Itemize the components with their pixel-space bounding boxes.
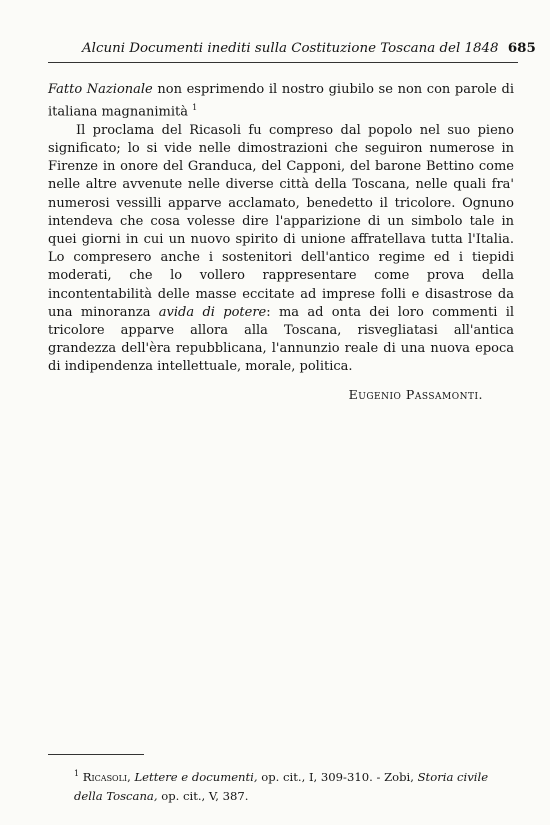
paragraph-2-end: : ma ad onta dei loro commenti il tricolore apparve allora alla Toscana, risvegliatasi all'antica grandezza dell'èra repubblicana, l'annunzio reale di una nuova epoca di indipendenza intellettuale, morale, politica.: [48, 304, 515, 375]
body-text: [48, 81, 514, 377]
footnote-work-2: Storia civile della Toscana,: [74, 769, 489, 803]
footnote-work: Lettere e documenti,: [134, 769, 258, 784]
running-title: Alcuni Documenti inediti sulla Costituzione Toscana del 1848: [82, 41, 499, 56]
footnote-rule: [48, 754, 144, 755]
header-rule: [48, 62, 518, 63]
footnote-reference-2: op. cit., V, 387.: [161, 788, 249, 803]
footnote-reference: 1: [192, 103, 198, 113]
author-signature: Eugenio Passamonti.: [348, 387, 483, 402]
paragraph-2: [48, 122, 514, 377]
footnote-reference-1: op. cit., I, 309-310. - Zobi,: [261, 769, 414, 784]
footnote-mark: 1: [74, 769, 80, 778]
footnote-line: [48, 764, 516, 806]
page-number: 685: [507, 40, 536, 56]
running-header: [82, 40, 536, 56]
paragraph-1: [48, 81, 514, 122]
italic-phrase-2: avida di potere: [158, 304, 267, 320]
paragraph-1-text: non esprimendo il nostro giubilo se non con parole di italiana magnanimità: [48, 82, 515, 120]
italic-phrase: Fatto Nazionale: [48, 82, 153, 97]
footnote-author: Ricasoli,: [82, 769, 131, 784]
paragraph-2-text: Il proclama del Ricasoli fu compreso dal popolo nel suo pieno significato; lo si vide nelle dimostrazioni che seguiron numerose in Firenze in onore del Granduca, del Capponi, del barone Bettino come nelle altre avvenute nelle diverse città della Toscana, nelle quali fra' numerosi vessilli apparve acclamato, benedetto il tricolore. Ognuno intendeva che cosa volesse dire l'apparizione di un simbolo tale in quei giorni in cui un nuovo spirito di unione affratellava tutta l'Italia. Lo compresero anche i sostenitori dell'antico regime ed i tiepidi moderati, che lo vollero rappresentare come prova della incontentabilità delle masse eccitate ad imprese folli e disastrose da una minoranza: [48, 122, 514, 320]
footnote: [48, 764, 516, 806]
